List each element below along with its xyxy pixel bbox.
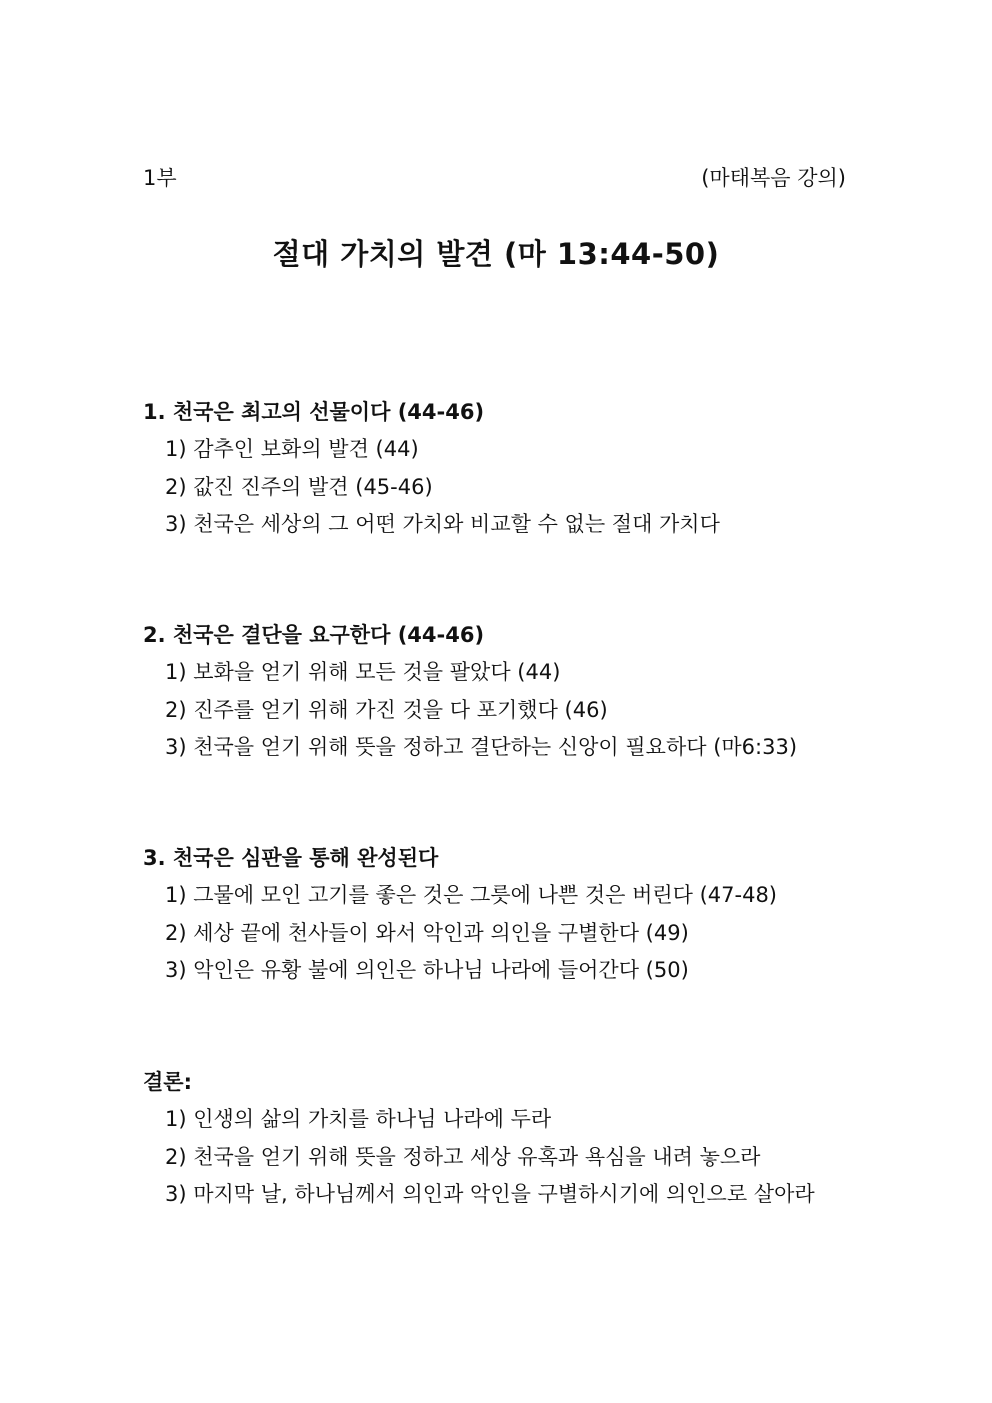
section-item: 2) 천국을 얻기 위해 뜻을 정하고 세상 유혹과 욕심을 내려 놓으라 <box>165 1144 761 1169</box>
section-item: 1) 감추인 보화의 발견 (44) <box>165 437 419 461</box>
conclusion-section <box>143 1063 863 1214</box>
section-item: 3) 악인은 유황 불에 의인은 하나님 나라에 들어간다 (50) <box>165 958 689 982</box>
section-item: 3) 천국은 세상의 그 어떤 가치와 비교할 수 없는 절대 가치다 <box>165 512 720 536</box>
section-heading: 3. 천국은 심판을 통해 완성된다 <box>143 846 439 870</box>
section-item: 2) 값진 진주의 발견 (45-46) <box>165 474 433 499</box>
header-row <box>143 162 846 192</box>
section-item: 1) 보화을 얻기 위해 모든 것을 팔았다 (44) <box>165 660 561 684</box>
section-item: 3) 마지막 날, 하나님께서 의인과 악인을 구별하시기에 의인으로 살아라 <box>165 1182 815 1206</box>
series-label: (마태복음 강의) <box>701 166 846 190</box>
section-heading: 1. 천국은 최고의 선물이다 (44-46) <box>143 400 485 424</box>
conclusion-heading: 결론: <box>143 1070 192 1094</box>
document-title: 절대 가치의 발견 (마 13:44-50) <box>272 237 720 271</box>
section-3 <box>143 839 863 990</box>
section-item: 1) 인생의 삶의 가치를 하나님 나라에 두라 <box>165 1107 552 1131</box>
section-item: 1) 그물에 모인 고기를 좋은 것은 그릇에 나쁜 것은 버린다 (47-48) <box>165 883 778 907</box>
section-1 <box>143 393 863 544</box>
section-item: 2) 세상 끝에 천사들이 와서 악인과 의인을 구별한다 (49) <box>165 920 689 945</box>
section-item: 2) 진주를 얻기 위해 가진 것을 다 포기했다 (46) <box>165 697 608 722</box>
part-label: 1부 <box>143 166 177 190</box>
section-heading: 2. 천국은 결단을 요구한다 (44-46) <box>143 623 485 647</box>
section-item: 3) 천국을 얻기 위해 뜻을 정하고 결단하는 신앙이 필요하다 (마6:33) <box>165 735 798 759</box>
section-2 <box>143 616 863 767</box>
